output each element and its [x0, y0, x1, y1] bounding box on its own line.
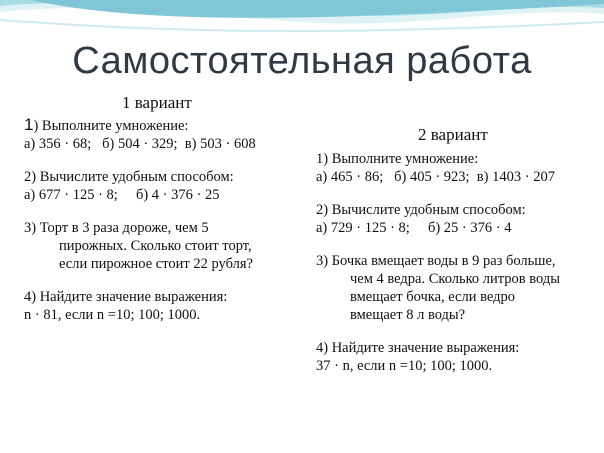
v1-task2-expressions: а) 677 · 125 · 8; б) 4 · 376 · 25 — [24, 187, 220, 203]
v1-task4-title: 4) Найдите значение выражения: — [24, 289, 228, 305]
v1-task2-title: 2) Вычислите удобным способом: — [24, 169, 234, 185]
v1-task4-expression: n · 81, если n =10; 100; 1000. — [24, 307, 201, 323]
v1-task3-line3: если пирожное стоит 22 рубля? — [59, 256, 253, 272]
v1-task3-line2: пирожных. Сколько стоит торт, — [59, 238, 252, 254]
v2-task2-title: 2) Вычислите удобным способом: — [316, 202, 526, 218]
v2-task3-line3: вмещает бочка, если ведро — [350, 289, 516, 305]
v1-task1-text: ) Выполните умножение: — [33, 118, 189, 134]
v1-task1-title — [24, 116, 256, 135]
v2-task2-expressions: а) 729 · 125 · 8; б) 25 · 376 · 4 — [316, 220, 512, 236]
v2-task4-title: 4) Найдите значение выражения: — [316, 340, 520, 356]
variant-2-heading: 2 вариант — [418, 125, 488, 144]
v2-task3-line1: 3) Бочка вмещает воды в 9 раз больше, — [316, 253, 556, 269]
v2-task1-title: 1) Выполните умножение: — [316, 151, 479, 167]
page-title: Самостоятельная работа — [72, 40, 532, 82]
v2-task1-expressions: а) 465 · 86; б) 405 · 923; в) 1403 · 207 — [316, 169, 555, 185]
v1-task3-line1: 3) Торт в 3 раза дороже, чем 5 — [24, 220, 209, 236]
v1-task1-expressions: а) 356 · 68; б) 504 · 329; в) 503 · 608 — [24, 136, 256, 152]
v2-task3-line2: чем 4 ведра. Сколько литров воды — [350, 271, 560, 287]
v2-task4-expression: 37 · n, если n =10; 100; 1000. — [316, 358, 493, 374]
variant-2-column — [316, 126, 560, 375]
variant-1-heading: 1 вариант — [122, 93, 192, 112]
v1-task1-number: 1 — [24, 115, 34, 134]
v2-task3-line4: вмещает 8 л воды? — [350, 307, 466, 323]
variant-1-column — [24, 94, 256, 324]
